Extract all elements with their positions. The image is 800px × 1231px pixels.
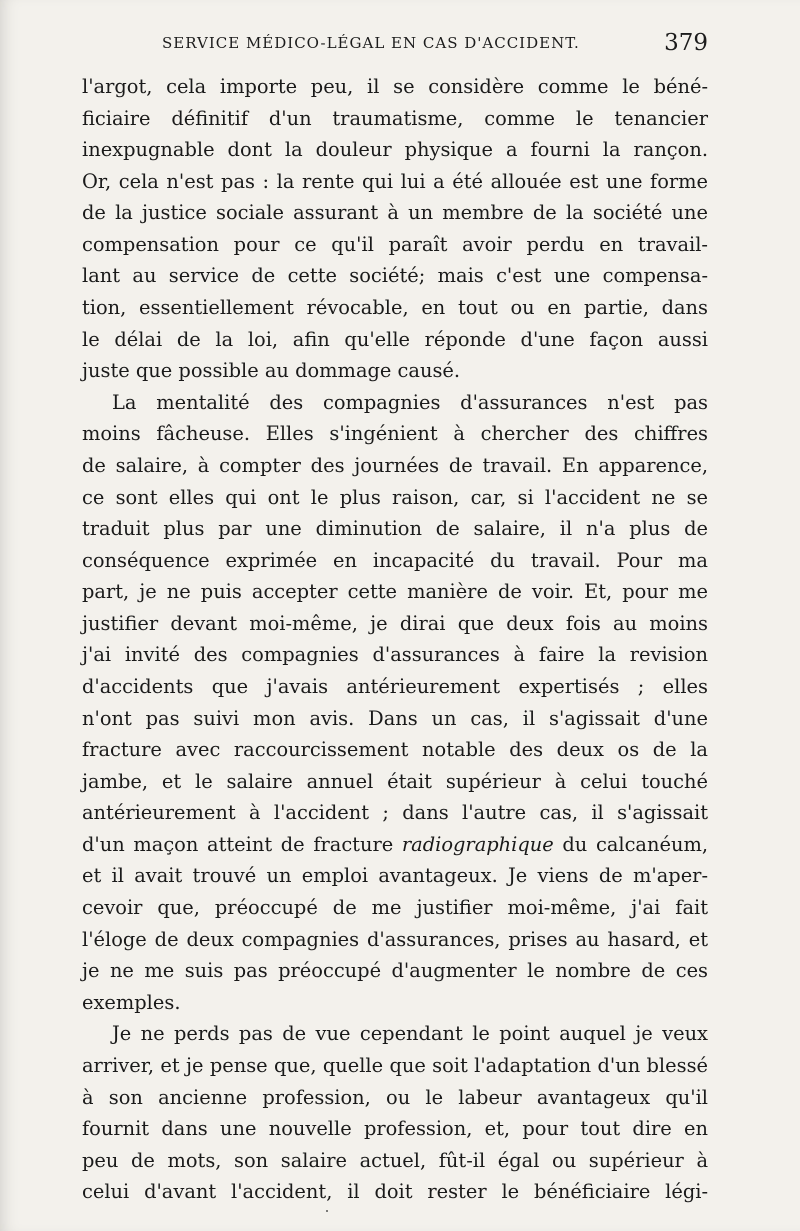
text-line: de la justice sociale assurant à un membre de la société une [82, 201, 708, 225]
text-line: arriver, et je pense que, quelle que soit l'adaptation d'un blessé [82, 1053, 708, 1077]
text-line: compensation pour ce qu'il paraît avoir perdu en travail- [82, 232, 708, 256]
text-line-with-emphasis [82, 829, 708, 861]
text-segment: du calcanéum, [553, 832, 708, 856]
text-line: lant au service de cette société; mais c'est une compensa- [82, 264, 708, 288]
text-line: l'éloge de deux compagnies d'assurances, prises au hasard, et [82, 927, 708, 951]
text-line: justifier devant moi-même, je dirai que deux fois au moins [82, 611, 708, 635]
text-line: moins fâcheuse. Elles s'ingénient à chercher des chiffres [82, 422, 708, 446]
text-line: le délai de la loi, afin qu'elle réponde d'une façon aussi [82, 327, 708, 351]
body-text [82, 71, 708, 1208]
text-segment: d'un maçon atteint de fracture [82, 832, 394, 856]
text-line: juste que possible au dommage causé. [82, 359, 461, 383]
text-line: l'argot, cela importe peu, il se considère comme le béné- [82, 75, 708, 98]
page-number: 379 [664, 30, 708, 56]
text-line: traduit plus par une diminution de salaire, il n'a plus de [82, 517, 708, 541]
text-line: à son ancienne profession, ou le labeur avantageux qu'il [82, 1085, 708, 1109]
text-line: ce sont elles qui ont le plus raison, car, si l'accident ne se [82, 485, 708, 509]
text-line: jambe, et le salaire annuel était supérieur à celui touché [82, 769, 708, 793]
text-line: fracture avec raccourcissement notable des deux os de la [82, 738, 708, 762]
text-line: fournit dans une nouvelle profession, et, pour tout dire en [82, 1117, 708, 1141]
running-title: SERVICE MÉDICO-LÉGAL EN CAS D'ACCIDENT. [162, 34, 580, 52]
text-line: antérieurement à l'accident ; dans l'autre cas, il s'agissait [82, 801, 708, 825]
text-line: n'ont pas suivi mon avis. Dans un cas, il s'agissait d'une [82, 706, 708, 730]
text-line: peu de mots, son salaire actuel, fût-il égal ou supérieur à [82, 1148, 708, 1172]
text-line: et il avait trouvé un emploi avantageux. Je viens de m'aper- [82, 864, 708, 888]
text-line: La mentalité des compagnies d'assurances n'est pas [112, 390, 708, 414]
text-line: d'accidents que j'avais antérieurement expertisés ; elles [82, 674, 708, 698]
text-line: exemples. [82, 990, 181, 1014]
text-line: de salaire, à compter des journées de travail. En apparence, [82, 453, 708, 477]
emphasized-word: radiographique [401, 832, 554, 856]
print-speck [326, 1210, 328, 1212]
text-line: ficiaire définitif d'un traumatisme, comme le tenancier [82, 106, 708, 130]
running-header [82, 30, 708, 58]
text-line: Or, cela n'est pas : la rente qui lui a été allouée est une forme [82, 169, 708, 193]
text-line: j'ai invité des compagnies d'assurances à faire la revision [82, 643, 708, 667]
text-line: tion, essentiellement révocable, en tout ou en partie, dans [82, 296, 708, 320]
text-line: inexpugnable dont la douleur physique a fourni la rançon. [82, 138, 708, 162]
text-line: Je ne perds pas de vue cependant le point auquel je veux [112, 1022, 708, 1046]
text-line: je ne me suis pas préoccupé d'augmenter le nombre de ces [82, 959, 708, 983]
text-line: part, je ne puis accepter cette manière de voir. Et, pour me [82, 580, 708, 604]
text-line: celui d'avant l'accident, il doit rester le bénéficiaire légi- [82, 1180, 708, 1204]
text-line: conséquence exprimée en incapacité du travail. Pour ma [82, 548, 708, 572]
text-line: cevoir que, préoccupé de me justifier moi-même, j'ai fait [82, 896, 708, 920]
